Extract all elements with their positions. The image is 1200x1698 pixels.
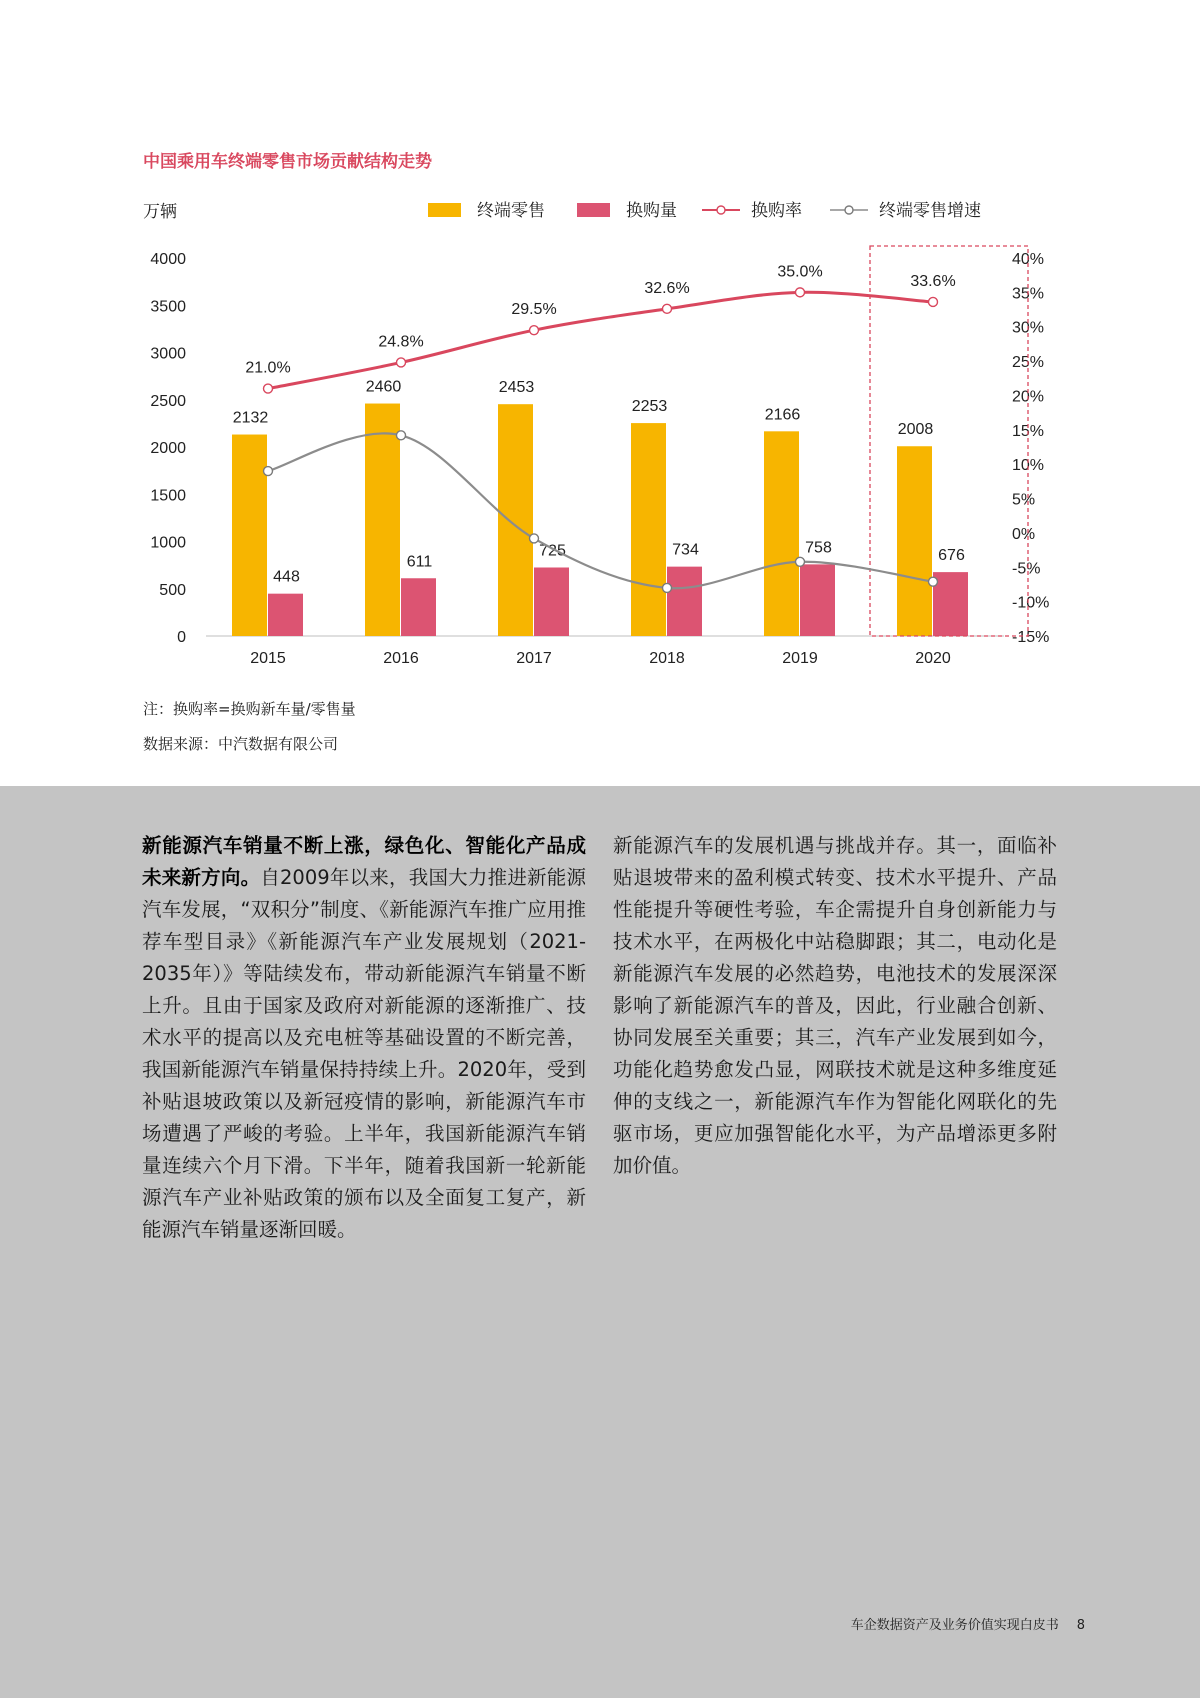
body-left-text: 自2009年以来，我国大力推进新能源汽车发展，“双积分”制度、《新能源汽车推广应用推荐车型目录》《新能源汽车产业发展规划（2021-2035年）》等陆续发布，带动新能源汽车销量不断上升。且由于国家及政府对新能源的逐渐推广、技术水平的提高以及充电桩等基础设置的不断完善，我国新能源汽车销量保持持续上升。2020年，受到补贴退坡政策以及新冠疫情的影响，新能源汽车市场遭遇了严峻的考验。上半年，我国新能源汽车销量连续六个月下滑。下半年，随着我国新一轮新能源汽车产业补贴政策的颁布以及全面复工复产，新能源汽车销量逐渐回暖。	[142, 866, 586, 1241]
legend-label-retail: 终端零售	[477, 201, 545, 220]
page-number: 8	[1076, 1618, 1085, 1633]
x-axis-tick: 2016	[383, 650, 419, 667]
point-retail-growth-2016	[397, 431, 406, 440]
point-tradein-rate-2018	[663, 304, 672, 313]
bar-retail-2015	[232, 435, 267, 636]
body-right-text: 新能源汽车的发展机遇与挑战并存。其一，面临补贴退坡带来的盈利模式转变、技术水平提升、产品性能提升等硬性考验，车企需提升自身创新能力与技术水平，在两极化中站稳脚跟；其二，电动化是新能源汽车发展的必然趋势，电池技术的发展深深影响了新能源汽车的普及，因此，行业融合创新、协同发展至关重要；其三，汽车产业发展到如今，功能化趋势愈发凸显，网联技术就是这种多维度延伸的支线之一，新能源汽车作为智能化网联化的先驱市场，更应加强智能化水平，为产品增添更多附加价值。	[613, 834, 1057, 1177]
point-retail-growth-2020	[929, 577, 938, 586]
bar-retail-label: 2132	[232, 409, 269, 427]
left-axis-tick: 4000	[150, 251, 186, 268]
bar-trade-2015	[268, 594, 303, 636]
label-tradein-rate: 32.6%	[644, 279, 690, 297]
left-axis-tick: 0	[177, 629, 186, 646]
bar-retail-2019	[764, 431, 799, 636]
label-tradein-rate: 21.0%	[245, 359, 291, 377]
point-tradein-rate-2020	[929, 297, 938, 306]
label-tradein-rate: 35.0%	[777, 263, 823, 281]
legend-label-growth: 终端零售增速	[879, 201, 981, 220]
page-footer	[851, 1614, 1085, 1633]
footer-title: 车企数据资产及业务价值实现白皮书	[850, 1618, 1059, 1633]
left-axis-tick: 1000	[150, 534, 186, 552]
x-axis-tick: 2018	[649, 650, 685, 667]
body-left-column	[142, 830, 586, 1246]
point-tradein-rate-2016	[397, 358, 406, 367]
point-tradein-rate-2015	[264, 384, 273, 393]
x-axis-tick: 2017	[516, 650, 552, 667]
right-axis-tick: -5%	[1012, 560, 1041, 578]
body-right-column	[613, 830, 1057, 1182]
right-axis-tick: 35%	[1012, 285, 1045, 303]
bar-retail-label: 2166	[764, 406, 801, 424]
legend-label-rate: 换购率	[751, 201, 802, 220]
label-tradein-rate: 24.8%	[378, 333, 424, 351]
bar-trade-label: 734	[672, 541, 699, 559]
chart	[0, 0, 1200, 786]
left-axis-tick: 3500	[150, 298, 186, 316]
label-tradein-rate: 29.5%	[511, 301, 557, 319]
bar-trade-label: 758	[805, 539, 832, 557]
y-axis-label: 万辆	[143, 202, 177, 221]
chart-title: 中国乘用车终端零售市场贡献结构走势	[143, 152, 432, 172]
bar-retail-label: 2453	[498, 379, 535, 397]
point-retail-growth-2018	[663, 583, 672, 592]
bar-trade-2019	[800, 564, 835, 636]
left-axis-tick: 2000	[150, 440, 186, 457]
label-tradein-rate: 33.6%	[910, 272, 956, 290]
right-axis-tick: 40%	[1012, 251, 1045, 268]
right-axis-tick: 10%	[1012, 457, 1045, 475]
left-axis-tick: 3000	[150, 345, 186, 363]
bar-trade-2020	[933, 572, 968, 636]
bar-retail-label: 2008	[897, 421, 934, 439]
bar-retail-2018	[631, 423, 666, 636]
right-axis-tick: 20%	[1012, 388, 1045, 406]
legend-marker-growth	[845, 206, 853, 214]
bar-trade-label: 676	[938, 547, 965, 565]
bar-trade-2016	[401, 578, 436, 636]
left-axis-tick: 500	[159, 581, 186, 599]
bar-retail-label: 2253	[631, 398, 668, 416]
legend-marker-rate	[717, 206, 725, 214]
left-axis-tick: 2500	[150, 392, 186, 410]
bar-trade-label: 611	[406, 553, 433, 571]
chart-source: 数据来源：中汽数据有限公司	[143, 735, 339, 753]
right-axis-tick: 0%	[1012, 525, 1036, 543]
right-axis-tick: -10%	[1012, 594, 1050, 612]
bar-retail-2017	[498, 404, 533, 636]
bar-trade-2017	[534, 567, 569, 636]
point-tradein-rate-2017	[530, 326, 539, 335]
point-retail-growth-2017	[530, 534, 539, 543]
right-axis-tick: -15%	[1012, 629, 1050, 646]
body-lead-heading: 新能源汽车销量不断上涨，绿色化、智能化产品成未来新方向。	[142, 834, 586, 889]
bar-retail-2016	[365, 404, 400, 636]
bar-trade-label: 725	[539, 542, 566, 560]
point-retail-growth-2015	[264, 467, 273, 476]
legend-swatch-retail	[428, 203, 461, 217]
x-axis-tick: 2019	[782, 650, 818, 667]
right-axis-tick: 30%	[1012, 319, 1045, 337]
left-axis-tick: 1500	[150, 487, 186, 505]
legend-label-trade: 换购量	[626, 201, 677, 220]
x-axis-tick: 2015	[250, 650, 286, 667]
chart-note: 注：换购率=换购新车量/零售量	[143, 700, 356, 718]
point-tradein-rate-2019	[796, 288, 805, 297]
bar-trade-2018	[667, 567, 702, 636]
bar-retail-2020	[897, 446, 932, 636]
line-tradein-rate	[268, 292, 933, 388]
bar-retail-label: 2460	[365, 378, 402, 396]
x-axis-tick: 2020	[915, 650, 951, 667]
legend-swatch-trade	[577, 203, 610, 217]
right-axis-tick: 25%	[1012, 354, 1045, 372]
chart-section	[0, 0, 1200, 786]
right-axis-tick: 5%	[1012, 491, 1036, 509]
bar-trade-label: 448	[273, 568, 300, 586]
point-retail-growth-2019	[796, 557, 805, 566]
right-axis-tick: 15%	[1012, 422, 1045, 440]
